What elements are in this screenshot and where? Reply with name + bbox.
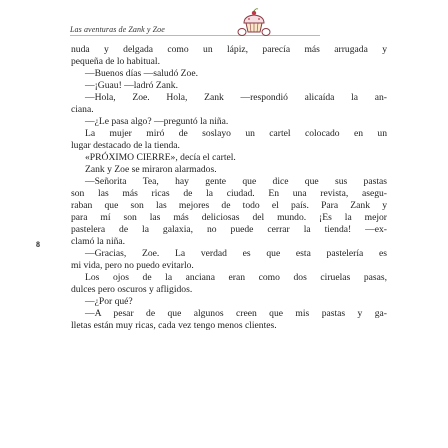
text-line: pastelera de la galaxia, no puede cerrar la tienda! —ex- bbox=[71, 224, 387, 235]
text-line: La mujer miró de soslayo un cartel colocado en un bbox=[85, 128, 387, 139]
text-line: lugar destacado de la tienda. bbox=[71, 140, 180, 151]
text-line: Los ojos de la anciana eran como dos ciruelas pasas, bbox=[85, 272, 387, 283]
cupcake-logo-icon bbox=[235, 8, 273, 38]
text-line: —¿Por qué? bbox=[85, 296, 133, 307]
text-line: —Señorita Tea, hay gente que dice que sus pastas bbox=[85, 176, 387, 187]
text-line: —¿Le pasa algo? —preguntó la niña. bbox=[85, 116, 229, 127]
text-line: son las más ricas de la ciudad. En una revista, asegu- bbox=[71, 188, 387, 199]
text-line: lletas están muy ricas, cada vez tengo menos clientes. bbox=[71, 320, 277, 331]
text-line: pequeña de lo habitual. bbox=[71, 56, 160, 67]
text-line: ciana. bbox=[71, 104, 94, 115]
text-line: mi vida, pero no puedo evitarlo. bbox=[71, 260, 194, 271]
text-line: dulces pero oscuros y afligidos. bbox=[71, 284, 193, 295]
text-line: raban que son las mejores de todo el país. Para Zank y bbox=[71, 200, 387, 211]
text-line: —Gracias, Zoe. La verdad es que esta pastelería es bbox=[85, 248, 387, 259]
page-number: 8 bbox=[36, 240, 40, 249]
text-line: para mí son las más deliciosas del mundo. ¡Es la mejor bbox=[71, 212, 387, 223]
page-header bbox=[0, 0, 448, 40]
text-line: —Buenos días —saludó Zoe. bbox=[85, 68, 198, 79]
text-line: nuda y delgada como un lápiz, parecía más arrugada y bbox=[71, 44, 387, 55]
text-line: —A pesar de que algunos creen que mis pastas y ga- bbox=[85, 308, 387, 319]
header-divider bbox=[70, 35, 320, 36]
text-line: Zank y Zoe se miraron alarmados. bbox=[85, 164, 217, 175]
text-line: —Hola, Zoe. Hola, Zank —respondió alicaída la an- bbox=[85, 92, 387, 103]
running-head-title: Las aventuras de Zank y Zoe bbox=[70, 25, 165, 34]
text-line: «PRÓXIMO CIERRE», decía el cartel. bbox=[85, 152, 236, 163]
body-text bbox=[71, 44, 387, 332]
text-line: clamó la niña. bbox=[71, 236, 126, 247]
text-line: —¡Guau! —ladró Zank. bbox=[85, 80, 178, 91]
